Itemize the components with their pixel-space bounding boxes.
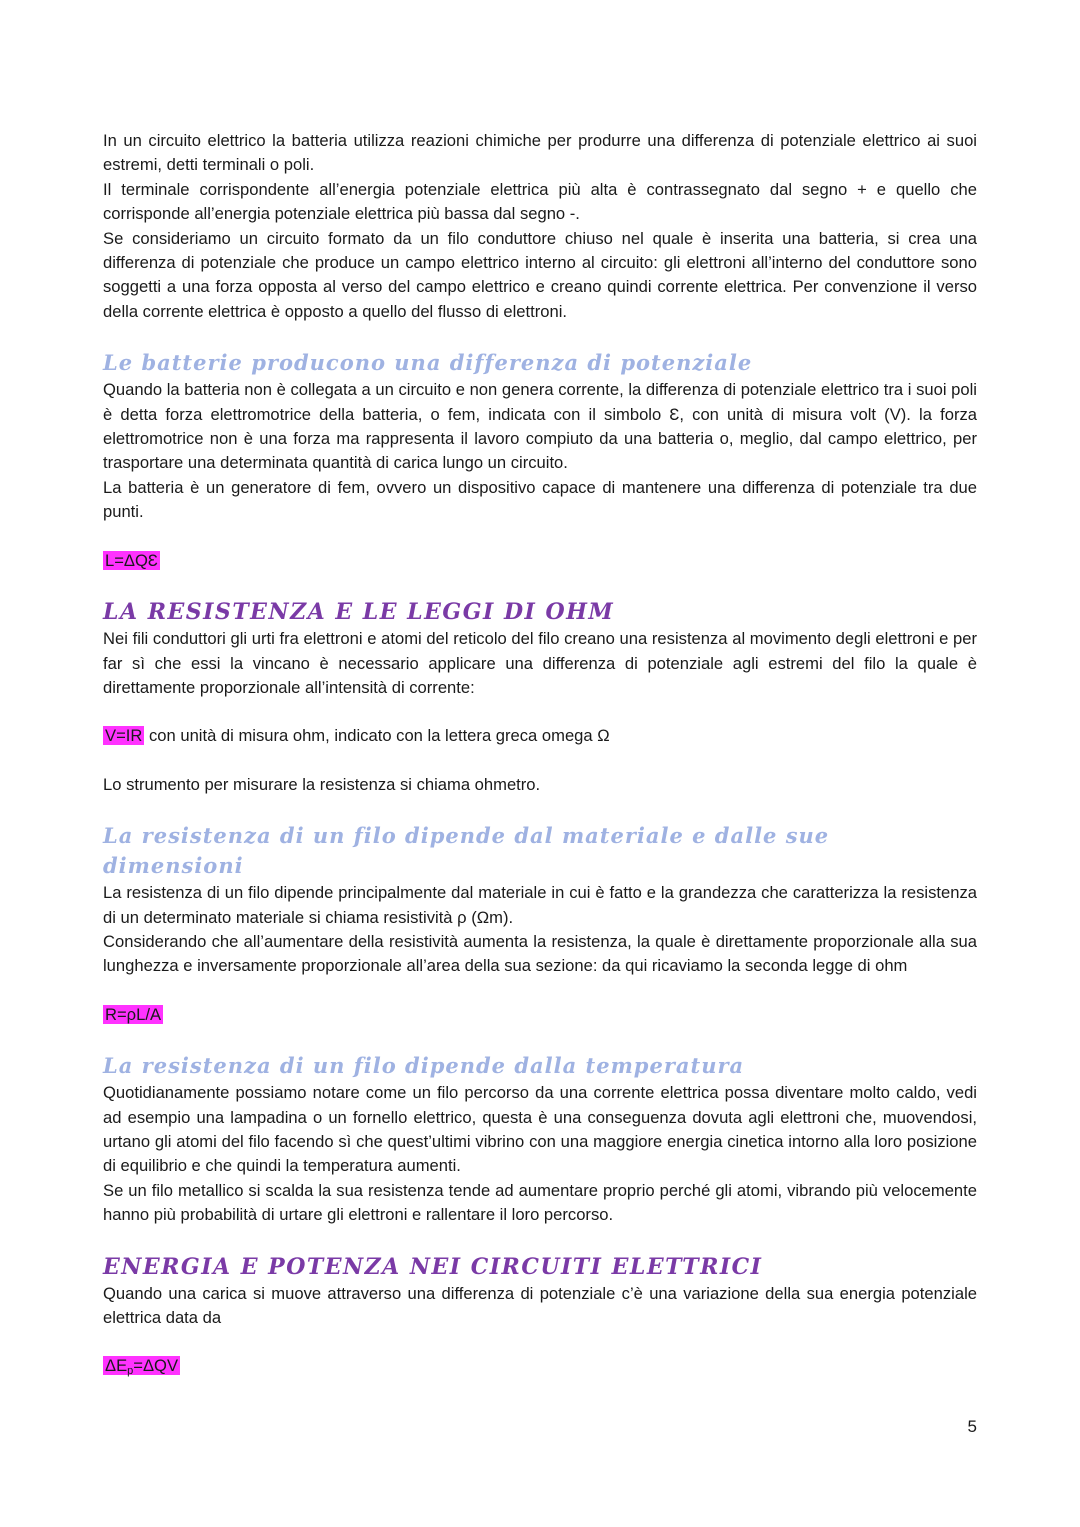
formula-line-ohm	[103, 724, 977, 748]
formula-line-resistivita	[103, 1003, 977, 1027]
page-number: 5	[967, 1417, 977, 1436]
heading-resistenza-leggi-ohm: LA RESISTENZA E LE LEGGI DI OHM	[103, 599, 615, 626]
temperatura-paragraph-2: Se un filo metallico si scalda la sua resistenza tende ad aumentare proprio perché gli atomi, vibrando più velocemente hanno più probabilità di urtare gli elettroni e rallentare il loro percorso.	[103, 1180, 977, 1225]
formula-ohm-note: con unità di misura ohm, indicato con la lettera greca omega Ω	[144, 726, 610, 746]
batterie-paragraph-1: Quando la batteria non è collegata a un circuito e non genera corrente, la differenza di potenziale elettrico tra i suoi poli è detta forza elettromotrice della batteria, o fem, indicata con il simbolo Ɛ, con unità di misura volt (V). la forza elettromotrice non è una forza ma rappresenta il lavoro compiuto da una batteria o, meglio, dal campo elettrico, per trasportare una determinata quantità di carica lungo un circuito.	[103, 380, 977, 473]
formula-energia: $\Delta E_p=\Delta QV$	[105, 1356, 179, 1378]
formula-lavoro: L=ΔQƐ	[105, 550, 158, 570]
temperatura-paragraph-1: Quotidianamente possiamo notare come un filo percorso da una corrente elettrica possa diventare molto caldo, vedi ad esempio una lampadina o un fornello elettrico, questa è una conseguenza dovuta agli elettroni che, muovendosi, urtano gli atomi del filo facendo sì che quest’ultimi vibrino con una maggiore energia cinetica intorno alla loro posizione di equilibrio e che quindi la temperatura aumenti.	[103, 1083, 977, 1176]
formula-line-energia	[103, 1354, 977, 1383]
materiale-paragraph-1: La resistenza di un filo dipende principalmente dal materiale in cui è fatto e la grandezza che caratterizza la resistenza di un determinato materiale si chiama resistività ρ (Ωm).	[103, 883, 977, 927]
heading-materiale: La resistenza di un filo dipende dal materiale e dalle sue dimensioni	[103, 823, 830, 879]
resistenza-paragraph: Nei fili conduttori gli urti fra elettroni e atomi del reticolo del filo creano una resistenza al movimento degli elettroni e per far sì che essi la vincano è necessario applicare una differenza di potenziale agli estremi del filo la quale è direttamente proporzionale all’intensità di corrente:	[103, 629, 977, 697]
ohmmeter-sentence: Lo strumento per misurare la resistenza si chiama ohmetro.	[103, 774, 541, 794]
materiale-paragraph-2: Considerando che all’aumentare della resistività aumenta la resistenza, la quale è direttamente proporzionale alla sua lunghezza e inversamente proporzionale all’area della sua sezione: da qui ricaviamo la seconda legge di ohm	[103, 931, 977, 976]
intro-paragraph-2: Il terminale corrispondente all’energia potenziale elettrica più alta è contrassegnato dal segno + e quello che corrisponde all’energia potenziale elettrica più bassa dal segno -.	[103, 179, 977, 224]
document-page	[103, 129, 977, 1384]
energia-paragraph: Quando una carica si muove attraverso una differenza di potenziale c’è una variazione della sua energia potenziale elettrica data da	[103, 1283, 977, 1327]
heading-batterie: Le batterie producono una differenza di potenziale	[103, 350, 753, 376]
intro-paragraph-1: In un circuito elettrico la batteria utilizza reazioni chimiche per produrre una differenza di potenziale elettrico ai suoi estremi, detti terminali o poli.	[103, 131, 977, 175]
intro-paragraph-3: Se consideriamo un circuito formato da un filo conduttore chiuso nel quale è inserita una batteria, si crea una differenza di potenziale che produce un campo elettrico interno al circuito: gli elettroni all’interno del conduttore sono soggetti a una forza opposta al verso del campo elettrico e creano quindi corrente elettrica. Per convenzione il verso della corrente elettrica è opposto a quello del flusso di elettroni.	[103, 228, 977, 321]
batterie-paragraph-2: La batteria è un generatore di fem, ovvero un dispositivo capace di mantenere una differenza di potenziale tra due punti.	[103, 477, 977, 522]
heading-energia-potenza: ENERGIA E POTENZA NEI CIRCUITI ELETTRICI	[103, 1253, 763, 1280]
formula-ohm: V=IR	[105, 726, 143, 746]
formula-resistivita: R=ρL/A	[105, 1004, 162, 1024]
heading-temperatura: La resistenza di un filo dipende dalla temperatura	[103, 1053, 745, 1079]
formula-line-lavoro	[103, 549, 977, 573]
